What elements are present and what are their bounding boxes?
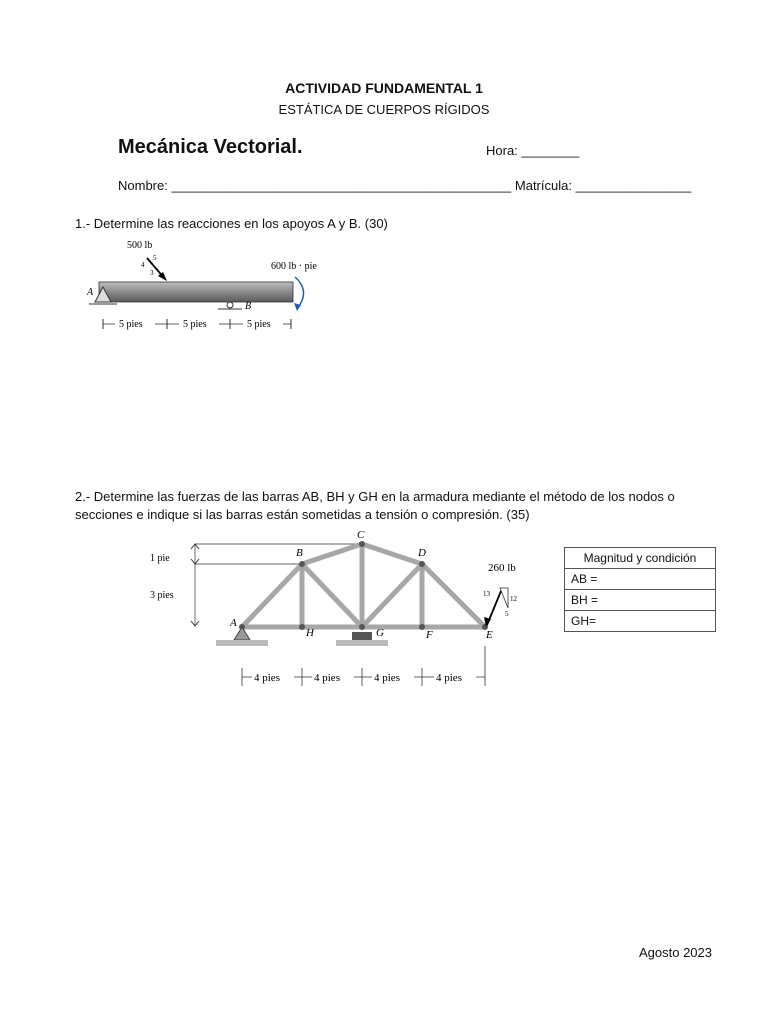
truss-figure	[140, 526, 540, 696]
answer-table-header: Magnitud y condición	[565, 548, 716, 569]
nombre-matricula-field: Nombre: _______________________________________________ Matrícula: ________________	[118, 178, 692, 193]
dim-label: 5 pies	[247, 319, 271, 330]
answer-table	[564, 547, 716, 632]
svg-text:B: B	[296, 547, 303, 559]
label-a: A	[87, 287, 94, 298]
moment-label: 600 lb · pie	[271, 261, 317, 272]
force-label-500: 500 lb	[127, 240, 153, 251]
dim-label: 4 pies	[254, 672, 280, 684]
question-1-text: 1.- Determine las reacciones en los apoyos A y B. (30)	[75, 216, 388, 231]
svg-text:5: 5	[153, 254, 157, 262]
course-name: Mecánica Vectorial.	[118, 136, 303, 158]
page-subtitle: ESTÁTICA DE CUERPOS RÍGIDOS	[278, 102, 490, 117]
label-b: B	[245, 301, 252, 312]
answer-row-gh[interactable]: GH=	[565, 611, 716, 632]
svg-text:H: H	[306, 627, 314, 639]
dim-label: 5 pies	[183, 319, 207, 330]
hora-field: Hora: ________	[486, 143, 580, 158]
dim-h2: 3 pies	[150, 590, 174, 601]
svg-text:4: 4	[141, 261, 145, 269]
dim-h1: 1 pie	[150, 553, 170, 564]
svg-text:D: D	[418, 547, 426, 559]
svg-text:F: F	[426, 629, 433, 641]
svg-text:C: C	[357, 529, 365, 541]
svg-text:3: 3	[150, 269, 154, 277]
svg-text:A: A	[230, 617, 237, 629]
svg-text:13: 13	[483, 590, 490, 598]
dim-label: 4 pies	[314, 672, 340, 684]
beam-figure	[85, 235, 335, 345]
date-footer: Agosto 2023	[638, 945, 712, 960]
svg-text:12: 12	[510, 595, 517, 603]
force-label-260: 260 lb	[488, 562, 516, 574]
dim-label: 4 pies	[436, 672, 462, 684]
roller-support-g	[352, 632, 372, 640]
dim-label: 4 pies	[374, 672, 400, 684]
page-title: ACTIVIDAD FUNDAMENTAL 1	[285, 80, 483, 96]
dim-label: 5 pies	[119, 319, 143, 330]
beam	[99, 282, 293, 302]
truss-members	[242, 544, 485, 627]
answer-row-ab[interactable]: AB =	[565, 569, 716, 590]
answer-row-bh[interactable]: BH =	[565, 590, 716, 611]
roller-support-b	[227, 302, 233, 308]
question-2-text: 2.- Determine las fuerzas de las barras AB, BH y GH en la armadura mediante el método de los nodos o secciones e indique si las barras están sometidas a tensión o compresión. (35)	[75, 489, 675, 522]
svg-text:E: E	[486, 629, 493, 641]
svg-text:G: G	[376, 627, 384, 639]
svg-text:5: 5	[505, 610, 509, 618]
